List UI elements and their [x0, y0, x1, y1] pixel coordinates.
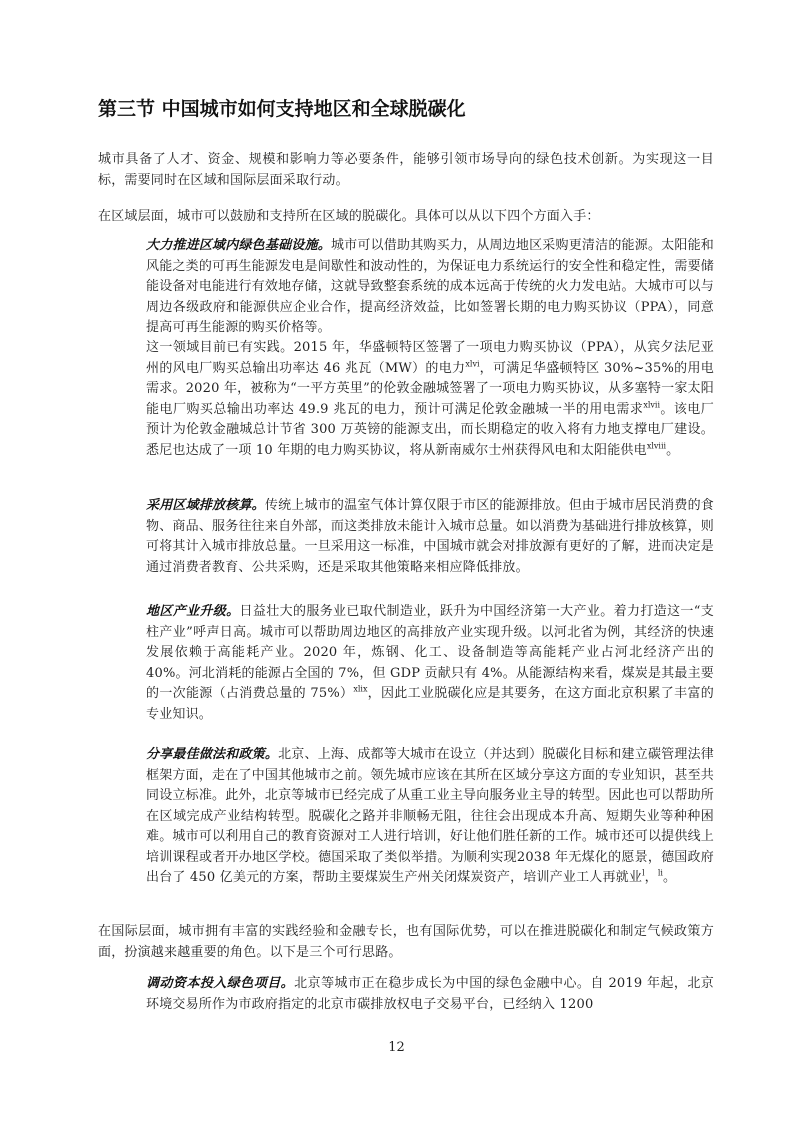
- item-body: ，因此工业脱碳化应是其要务，在这方面北京积累了丰富的专业知识。: [146, 686, 714, 722]
- item-lead: 调动资本投入绿色项目。: [146, 976, 295, 991]
- item-body: 北京、上海、成都等大城市在设立（并达到）脱碳化目标和建立碳管理法律框架方面，走在了中国其他城市之前。领先城市应该在其所在区域分享这方面的专业知识，甚至共同设立标准。此外，北京等城市已经完成了从重工业主导向服务业主导的转型。因此也可以帮助所在区域完成产业结构转型。脱碳化之路并非顺畅无阻，往往会出现成本升高、短期失业等种种困难。城市可以利用自己的教育资源对工人进行培训，好让他们胜任新的工作。城市还可以提供线上培训课程或者开办地区学校。德国采取了类似举措。为顺利实现2038 年无煤化的愿景，德国政府出台了 450 亿美元的方案，帮助主要煤炭生产州关闭煤炭资产，培训产业工人再就业: [146, 747, 714, 885]
- footnote-marker: xlviii: [646, 441, 667, 451]
- item-lead: 采用区域排放核算。: [146, 498, 265, 513]
- section-heading: 第三节 中国城市如何支持地区和全球脱碳化: [98, 98, 466, 120]
- footnote-marker: l: [642, 868, 645, 878]
- international-intro-paragraph: 在国际层面，城市拥有丰富的实践经验和金融专长，也有国际优势，可以在推进脱碳化和制定气候政策方面，扮演越来越重要的角色。以下是三个可行思路。: [98, 924, 714, 960]
- item-lead: 分享最佳做法和政策。: [146, 747, 279, 762]
- item-green-infrastructure-examples: [146, 338, 714, 461]
- footnote-marker: li: [657, 868, 663, 878]
- paragraph-text: 。: [666, 442, 680, 458]
- paragraph-text: 。该电厂预计为伦敦金融城总计节省 300 万英镑的能源支出，而长期稳定的收入将有力地支撑电厂建设。悉尼也达成了一项 10 年期的电力购买协议，将从新南威尔士州获得风电和太阳能供电: [146, 401, 714, 458]
- item-body: 传统上城市的温室气体计算仅限于市区的能源排放。但由于城市居民消费的食物、商品、服务往往来自外部，而这类排放未能计入城市总量。如以消费为基础进行排放核算，则可将其计入城市排放总量。一旦采用这一标准，中国城市就会对排放源有更好的了解，进而决定是通过消费者教育、公共采购，还是采取其他策略来相应降低排放。: [146, 498, 714, 575]
- item-body: 城市可以借助其购买力，从周边地区采购更清洁的能源。太阳能和风能之类的可再生能源发电是间歇性和波动性的，为保证电力系统运行的安全性和稳定性，需要储能设备对电能进行有效地存储，这就导致整套系统的成本远高于传统的火力发电站。大城市可以与周边各级政府和能源供应企业合作，提高经济效益，比如签署长期的电力购买协议（PPA），同意提高可再生能源的购买价格等。: [146, 238, 714, 335]
- item-lead: 大力推进区域内绿色基础设施。: [146, 238, 331, 253]
- paragraph-text: ，可满足华盛顿特区 30%~35%的用电需求。2020 年，被称为“一平方英里”的伦敦金融城签署了一项电力购买协议，从多塞特一家太阳能电厂购买总输出功率达 49.9 兆瓦的电力，预计可满足伦敦金融城一半的用电需求: [146, 360, 714, 417]
- item-lead: 地区产业升级。: [146, 604, 240, 619]
- regional-intro-paragraph: 在区域层面，城市可以鼓励和支持所在区域的脱碳化。具体可以从以下四个方面入手：: [98, 209, 600, 224]
- footnote-marker: xlix: [353, 684, 368, 694]
- item-body: 。: [662, 870, 677, 885]
- footnote-marker: xlvii: [643, 400, 661, 410]
- item-share-best-practices: [146, 745, 714, 889]
- footnote-marker: xlvi: [465, 359, 480, 369]
- item-body: 北京等城市正在稳步成长为中国的绿色金融中心。自 2019 年起，北京环境交易所作为市政府指定的北京市碳排放权电子交易平台，已经纳入 1200: [146, 976, 715, 1012]
- item-green-capital: [146, 974, 714, 1015]
- item-body: 日益壮大的服务业已取代制造业，跃升为中国经济第一大产业。着力打造这一“支柱产业”呼声日高。城市可以帮助周边地区的高排放产业实现升级。以河北省为例，其经济的快速发展依赖于高能耗产业。2020 年，炼钢、化工、设备制造等高能耗产业占河北经济产出的 40%。河北消耗的能源占全国的 7%，但 GDP 贡献只有 4%。从能源结构来看，煤炭是其最主要的一次能源（占消费总量的 75%）: [146, 604, 714, 701]
- intro-paragraph: 城市具备了人才、资金、规模和影响力等必要条件，能够引领市场导向的绿色技术创新。为实现这一目标，需要同时在区域和国际层面采取行动。: [98, 152, 714, 188]
- page-number: 12: [388, 1040, 405, 1055]
- item-industrial-upgrade: [146, 602, 714, 725]
- paragraph-text: 这一领域目前已有实践。2015 年，华盛顿特区签署了一项电力购买协议（PPA），从宾夕法尼亚州的风电厂购买总输出功率达 46 兆瓦（MW）的电力: [146, 340, 714, 376]
- item-body: ，: [644, 870, 658, 885]
- item-regional-accounting: [146, 496, 714, 578]
- item-green-infrastructure: [146, 236, 714, 339]
